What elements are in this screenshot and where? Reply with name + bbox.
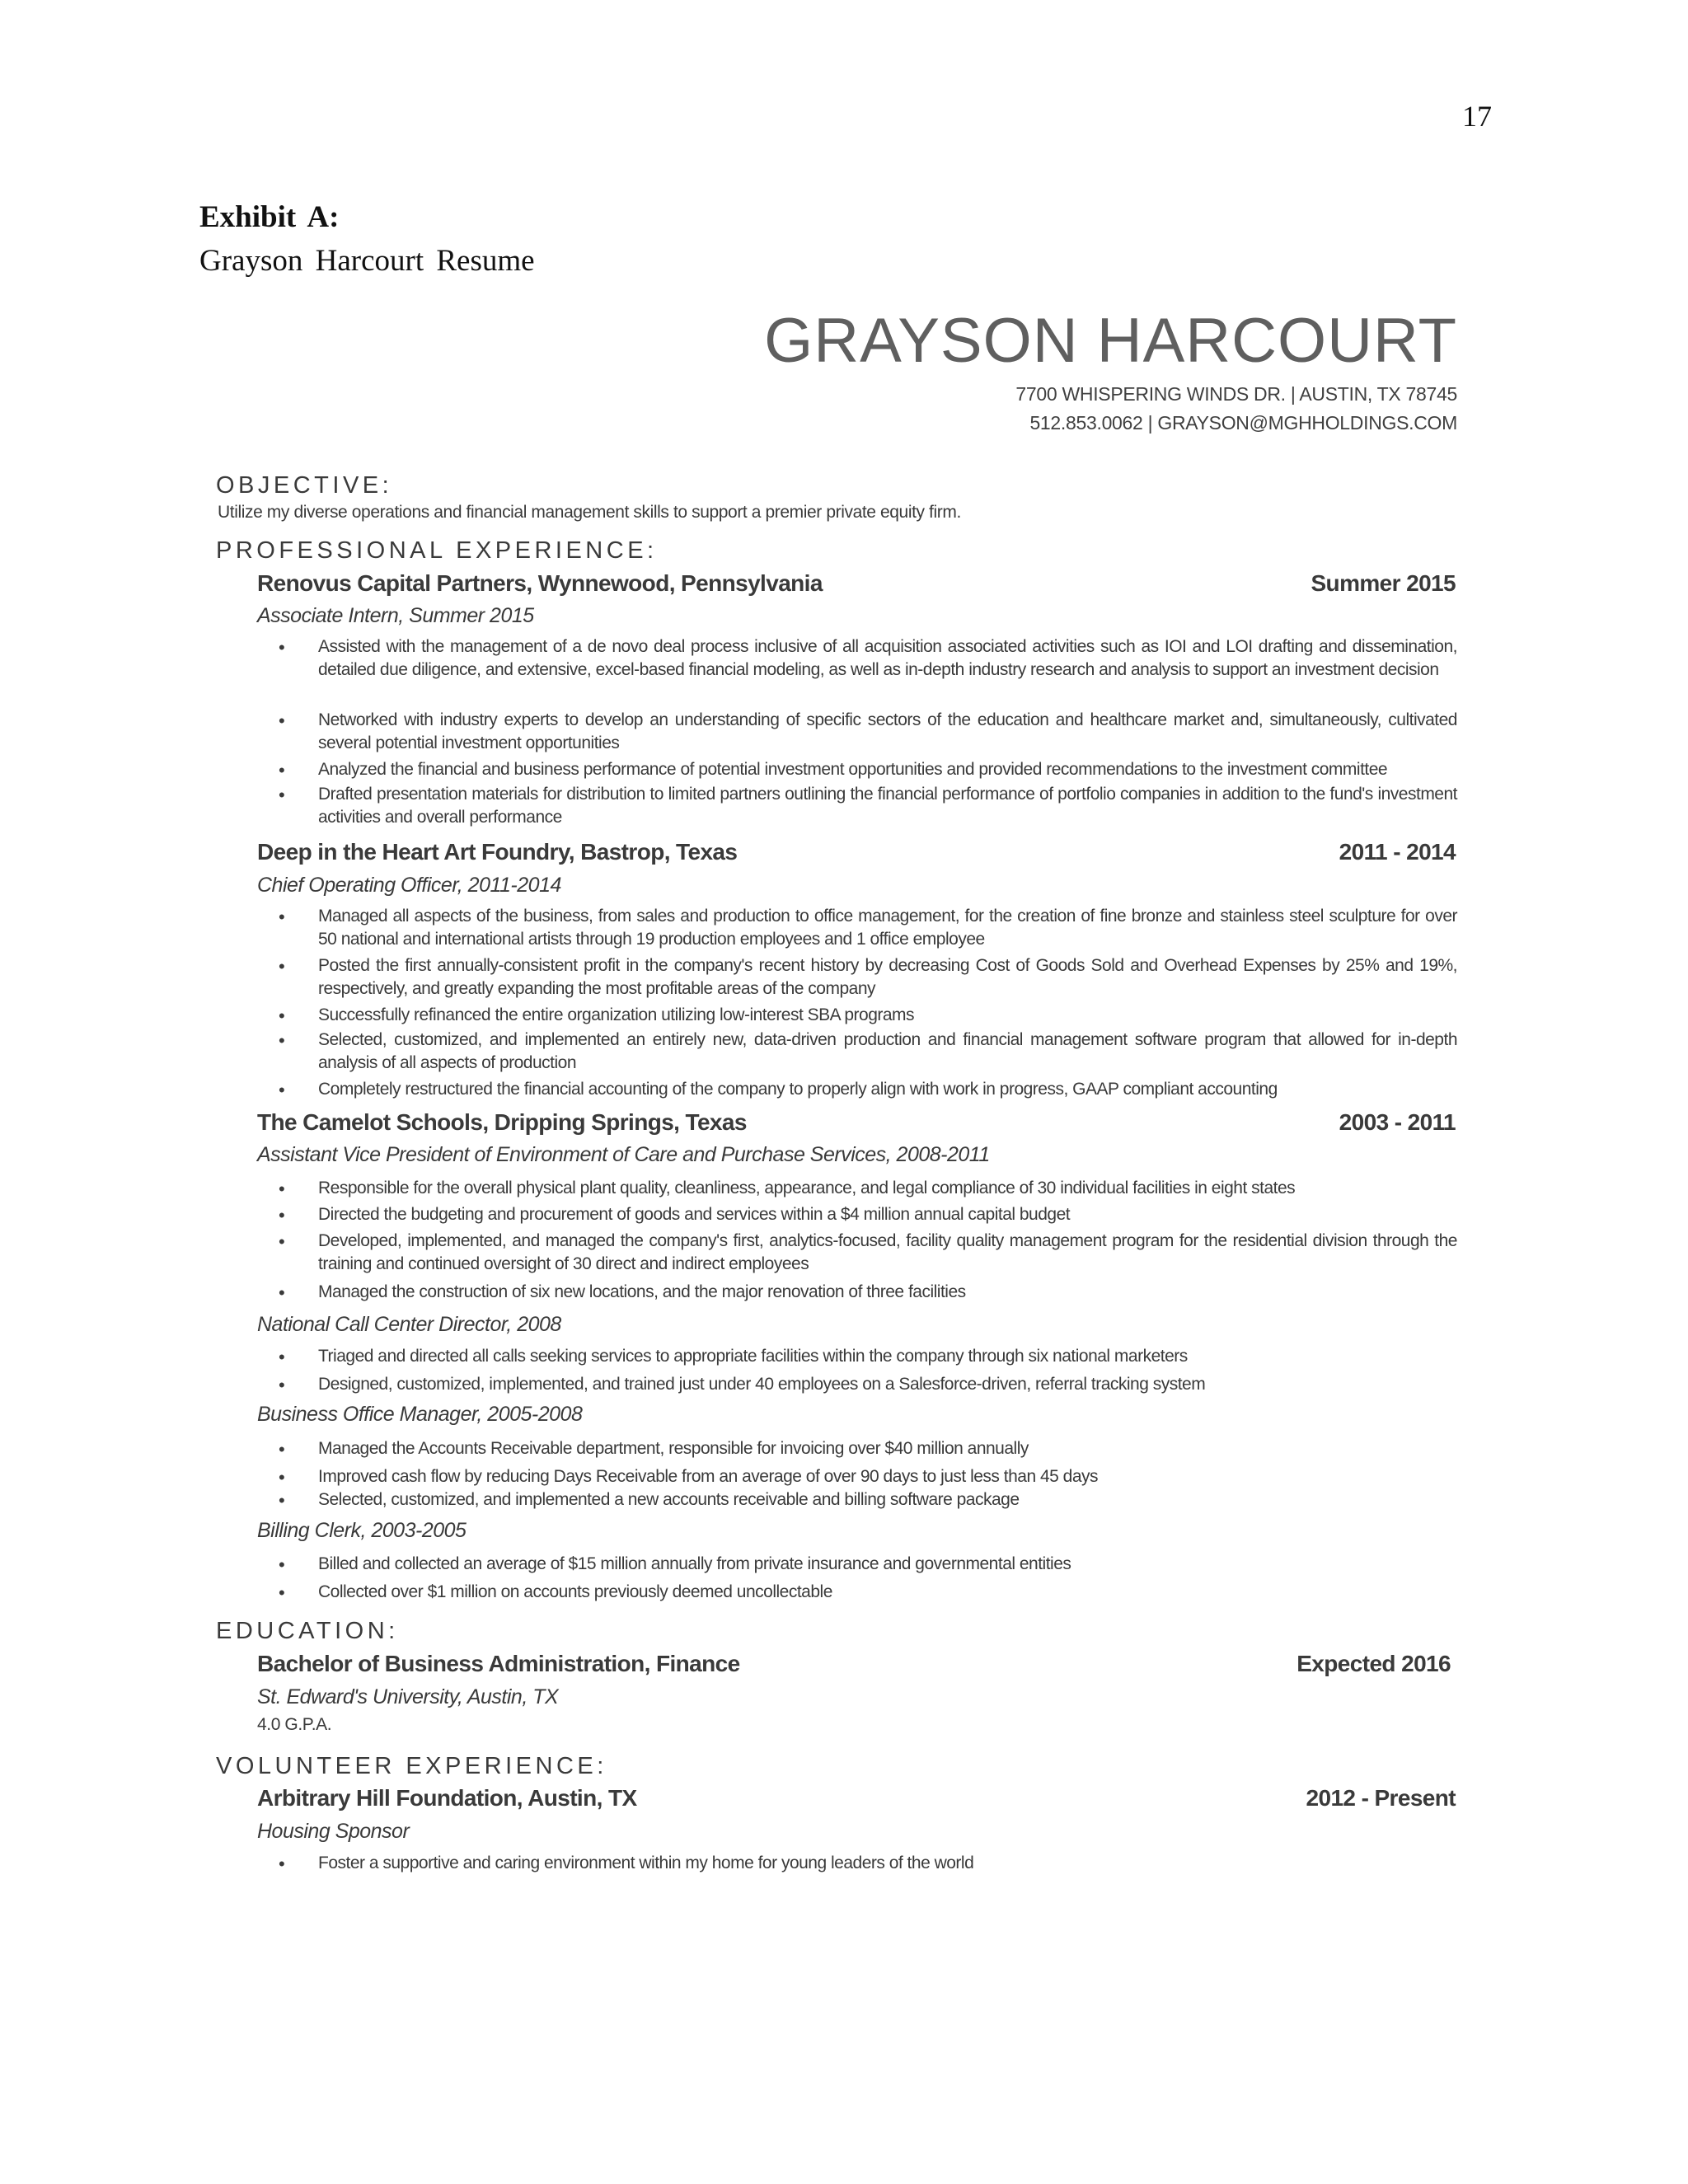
bullet-icon: • xyxy=(279,956,285,977)
contact-phone-email: 512.853.0062 | GRAYSON@MGHHOLDINGS.COM xyxy=(1029,412,1457,434)
bullet-icon: • xyxy=(279,1080,285,1100)
exhibit-title: Exhibit A: xyxy=(199,200,340,234)
bullet-text: Analyzed the financial and business performance of potential investment opportunities and provided recommendations to the investment committee xyxy=(318,760,1388,779)
bullet-text: Billed and collected an average of $15 million annually from private insurance and governmental entities xyxy=(318,1554,1071,1573)
bullet-text: Selected, customized, and implemented an entirely new, data-driven production and financial management software program that allowed for in-depth analysis of all aspects of production xyxy=(318,1030,1457,1072)
org-dates: 2011 - 2014 xyxy=(1339,839,1456,865)
bullet-text: Developed, implemented, and managed the company's first, analytics-focused, facility quality management program for the residential division through the training and continued oversight of 30 direct and indirect employees xyxy=(318,1231,1457,1273)
bullet-icon: • xyxy=(279,1282,285,1303)
bullet-text: Responsible for the overall physical plant quality, cleanliness, appearance, and legal compliance of 30 individual facilities in eight states xyxy=(318,1179,1296,1197)
exhibit-subtitle: Grayson Harcourt Resume xyxy=(199,244,535,278)
bullet-icon: • xyxy=(279,1179,285,1199)
contact-address: 7700 WHISPERING WINDS DR. | AUSTIN, TX 78745 xyxy=(1015,383,1457,405)
bullet-text: Foster a supportive and caring environment within my home for young leaders of the world xyxy=(318,1854,974,1872)
volunteer-role: Housing Sponsor xyxy=(257,1820,410,1843)
role-title: Associate Intern, Summer 2015 xyxy=(257,604,534,627)
volunteer-heading: VOLUNTEER EXPERIENCE: xyxy=(216,1753,607,1779)
role-title: Billing Clerk, 2003-2005 xyxy=(257,1519,467,1542)
bullet-text: Successfully refinanced the entire organization utilizing low-interest SBA programs xyxy=(318,1005,915,1024)
bullet-icon: • xyxy=(279,760,285,780)
org-dates: 2003 - 2011 xyxy=(1339,1109,1456,1135)
resume-name: GRAYSON HARCOURT xyxy=(764,306,1457,376)
bullet-icon: • xyxy=(279,1005,285,1026)
bullet-icon: • xyxy=(279,1854,285,1874)
role-title: Business Office Manager, 2005-2008 xyxy=(257,1403,583,1426)
bullet-icon: • xyxy=(279,1347,285,1367)
bullet-icon: • xyxy=(279,1439,285,1460)
bullet-text: Assisted with the management of a de novo deal process inclusive of all acquisition associated activities such as IOI and LOI drafting and dissemination, detailed due diligence, and extensive, excel-based financial modeling, as well as in-depth industry research and analysis to support an investment decision xyxy=(318,637,1457,679)
role-title: National Call Center Director, 2008 xyxy=(257,1313,561,1336)
bullet-icon: • xyxy=(279,1030,285,1051)
gpa: 4.0 G.P.A. xyxy=(257,1715,332,1734)
bullet-icon: • xyxy=(279,637,285,658)
page-number: 17 xyxy=(1462,100,1492,133)
org-name: The Camelot Schools, Dripping Springs, Texas xyxy=(257,1109,747,1135)
bullet-icon: • xyxy=(279,1582,285,1603)
education-dates: Expected 2016 xyxy=(1296,1651,1451,1676)
bullet-icon: • xyxy=(279,1490,285,1511)
bullet-text: Networked with industry experts to develop an understanding of specific sectors of the education and healthcare market and, simultaneously, cultivated several potential investment opportunities xyxy=(318,710,1457,752)
objective-heading: OBJECTIVE: xyxy=(216,472,393,499)
bullet-text: Triaged and directed all calls seeking services to appropriate facilities within the company through six national marketers xyxy=(318,1347,1188,1366)
bullet-icon: • xyxy=(279,785,285,805)
bullet-text: Collected over $1 million on accounts previously deemed uncollectable xyxy=(318,1582,832,1601)
org-dates: Summer 2015 xyxy=(1311,570,1456,596)
school: St. Edward's University, Austin, TX xyxy=(257,1685,559,1708)
role-title: Assistant Vice President of Environment of Care and Purchase Services, 2008-2011 xyxy=(257,1143,990,1166)
bullet-text: Managed the Accounts Receivable department, responsible for invoicing over $40 million annually xyxy=(318,1439,1029,1458)
org-name: Renovus Capital Partners, Wynnewood, Pennsylvania xyxy=(257,570,823,596)
bullet-icon: • xyxy=(279,710,285,731)
bullet-text: Managed the construction of six new locations, and the major renovation of three facilities xyxy=(318,1282,966,1301)
bullet-text: Completely restructured the financial accounting of the company to properly align with work in progress, GAAP compliant accounting xyxy=(318,1080,1278,1099)
volunteer-org: Arbitrary Hill Foundation, Austin, TX xyxy=(257,1785,637,1811)
degree: Bachelor of Business Administration, Finance xyxy=(257,1651,740,1676)
bullet-text: Managed all aspects of the business, from sales and production to office management, for the creation of fine bronze and stainless steel sculpture for over 50 national and international artists through 19 production employees and 1 office employee xyxy=(318,907,1457,949)
volunteer-dates: 2012 - Present xyxy=(1306,1785,1456,1811)
bullet-icon: • xyxy=(279,1205,285,1226)
org-name: Deep in the Heart Art Foundry, Bastrop, Texas xyxy=(257,839,738,865)
bullet-icon: • xyxy=(279,1231,285,1252)
bullet-text: Selected, customized, and implemented a new accounts receivable and billing software package xyxy=(318,1490,1020,1509)
experience-heading: PROFESSIONAL EXPERIENCE: xyxy=(216,537,658,564)
education-heading: EDUCATION: xyxy=(216,1618,399,1644)
bullet-text: Drafted presentation materials for distribution to limited partners outlining the financial performance of portfolio companies in addition to the fund's investment activities and overall performance xyxy=(318,785,1457,827)
bullet-text: Designed, customized, implemented, and trained just under 40 employees on a Salesforce-driven, referral tracking system xyxy=(318,1375,1206,1394)
bullet-text: Improved cash flow by reducing Days Receivable from an average of over 90 days to just less than 45 days xyxy=(318,1467,1099,1486)
bullet-icon: • xyxy=(279,1467,285,1488)
bullet-text: Directed the budgeting and procurement of goods and services within a $4 million annual capital budget xyxy=(318,1205,1071,1224)
role-title: Chief Operating Officer, 2011-2014 xyxy=(257,874,561,897)
objective-text: Utilize my diverse operations and financial management skills to support a premier private equity firm. xyxy=(218,503,961,522)
bullet-icon: • xyxy=(279,907,285,927)
bullet-icon: • xyxy=(279,1375,285,1395)
bullet-icon: • xyxy=(279,1554,285,1575)
bullet-text: Posted the first annually-consistent profit in the company's recent history by decreasing Cost of Goods Sold and Overhead Expenses by 25% and 19%, respectively, and greatly expanding the most profitable areas of the company xyxy=(318,956,1457,998)
